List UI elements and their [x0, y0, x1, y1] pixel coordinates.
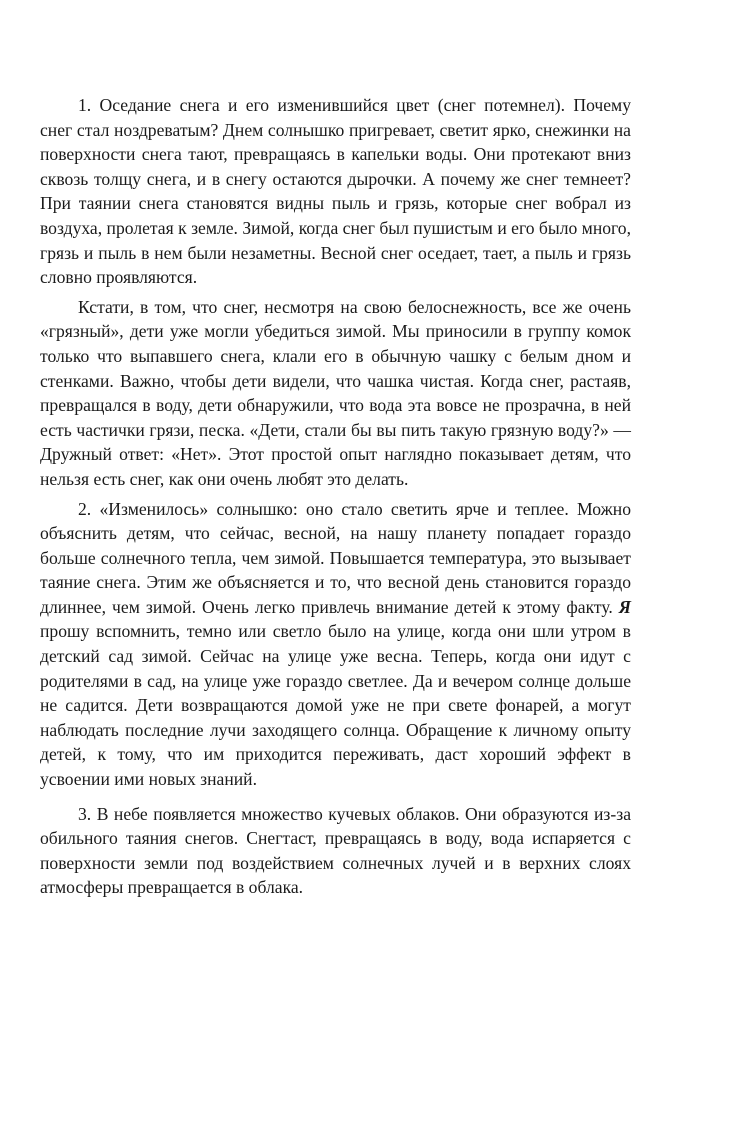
document-page	[40, 93, 631, 905]
paragraph-sun-changed	[40, 497, 631, 792]
paragraph-clouds: 3. В небе появляется множество кучевых облаков. Они образуются из-за обильного таяния снегов. Снегтаст, превращаясь в воду, вода испаряется с поверхности земли под воздействием солнечных лучей и в верхних слоях атмосферы превращается в облака.	[40, 803, 631, 898]
paragraph-dirty-snow-experiment: Кстати, в том, что снег, несмотря на свою белоснежность, все же очень «грязный», дети уже могли убедиться зимой. Мы приносили в группу комок только что выпавшего снега, клали его в обычную чашку с белым дном и стенками. Важно, чтобы дети видели, что чашка чистая. Когда снег, растаяв, превращался в воду, дети обнаружили, что вода эта вовсе не прозрачна, в ней есть частички грязи, песка. «Дети, стали бы вы пить такую грязную воду?» — Дружный ответ: «Нет». Этот простой опыт наглядно показывает детям, что нельзя есть снег, как они очень любят это делать.	[40, 296, 631, 489]
emphasis-ya: Я	[618, 596, 631, 617]
paragraph-sun-changed-continuation: прошу вспомнить, темно или светло было на улице, когда они шли утром в детский сад зимой. Сейчас на улице уже весна. Теперь, когда они идут с родителями в сад, на улице уже гораздо светлее. Да и вечером солнце дольше не садится. Дети возвращаются домой уже не при свете фонарей, а могут наблюдать последние лучи заходящего солнца. Обращение к личному опыту детей, к тому, что им приходится переживать, даст хороший эффект в усвоении ими новых знаний.	[40, 621, 631, 790]
paragraph-snow-settling: 1. Оседание снега и его изменившийся цвет (снег потемнел). Почему снег стал ноздреватым? Днем солнышко пригревает, светит ярко, снежинки на поверхности снега тают, превращаясь в капельки воды. Они протекают вниз сквозь толщу снега, и в снегу остаются дырочки. А почему же снег темнеет? При таянии снега становятся видны пыль и грязь, которые снег вобрал из воздуха, пролетая к земле. Зимой, когда снег был пушистым и его было много, грязь и пыль в нем были незаметны. Весной снег оседает, тает, а пыль и грязь словно проявляются.	[40, 95, 631, 288]
paragraph-sun-changed-text: 2. «Изменилось» солнышко: оно стало светить ярче и теплее. Можно объяснить детям, что сейчас, весной, на нашу планету попадает гораздо больше солнечного тепла, чем зимой. Повышается температура, это вызывает таяние снега. Этим же объясняется и то, что весной день становится гораздо длиннее, чем зимой. Очень легко привлечь внимание детей к этому факту.	[40, 498, 631, 617]
